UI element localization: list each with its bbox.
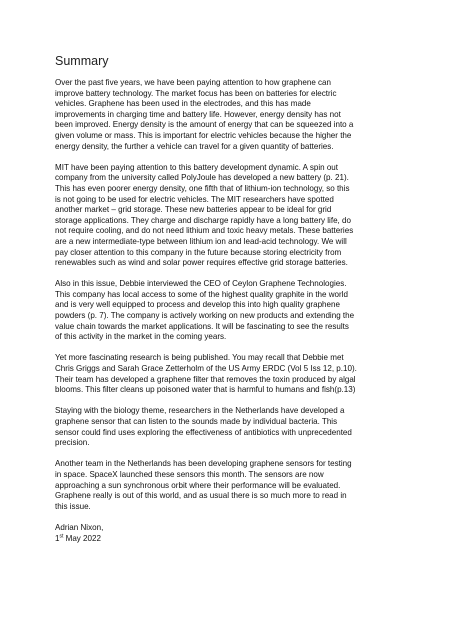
paragraph-line: vehicles. Graphene has been used in the electrodes, and this has made [55, 99, 311, 109]
signature-name: Adrian Nixon, [55, 522, 104, 532]
paragraph-line: MIT have been paying attention to this battery development dynamic. A spin out [55, 162, 339, 172]
date-day: 1 [55, 533, 60, 543]
paragraph-line: in space. SpaceX launched these sensors this month. The sensors are now [55, 469, 324, 479]
paragraph-line: Yet more fascinating research is being published. You may recall that Debbie met [55, 353, 344, 363]
paragraph-line: another market – grid storage. These new batteries appear to be ideal for grid [55, 205, 332, 215]
paragraph-line: Over the past five years, we have been paying attention to how graphene can [55, 78, 332, 87]
paragraph-line: are a new intermediate-type between lithium ion and lead-acid technology. We will [55, 236, 347, 246]
summary-heading: Summary [55, 54, 109, 68]
paragraph-line: renewables such as wind and solar power requires effective grid storage batteries. [55, 258, 348, 268]
paragraph-line: graphene sensor that can listen to the sounds made by individual bacteria. This [55, 417, 338, 426]
paragraph-line: This company has local access to some of the highest quality graphite in the world [55, 289, 348, 299]
paragraph-line: this issue. [55, 501, 91, 511]
paragraph-line: improve battery technology. The market focus has been on batteries for electric [55, 88, 337, 98]
paragraph-line: sensor could find uses exploring the effectiveness of antibiotics with unprecedented [55, 427, 352, 437]
paragraph-line: Their team has developed a graphene filter that removes the toxin produced by algal [55, 374, 356, 384]
paragraph-line: Staying with the biology theme, researchers in the Netherlands have developed a [55, 406, 345, 416]
paragraph-line: This has even poorer energy density, one fifth that of lithium-ion technology, so this [55, 183, 350, 193]
paragraph [55, 279, 405, 343]
paragraph [55, 353, 405, 395]
paragraph-line: blooms. This filter cleans up poisoned water that is harmful to humans and fish(p.13) [55, 385, 356, 395]
paragraph [55, 406, 405, 448]
paragraph [55, 78, 405, 152]
paragraph-line: given volume or mass. This is important for electric vehicles because the higher the [55, 130, 352, 140]
paragraph-line: not require cooling, and do not need lithium and toxic heavy metals. These batteries [55, 226, 354, 236]
paragraph-line: energy density, the further a vehicle can travel for a given quantity of batteries. [55, 141, 334, 151]
paragraph-line: value chain towards the market applications. It will be fascinating to see the results [55, 321, 349, 331]
paragraph-line: Also in this issue, Debbie interviewed the CEO of Ceylon Graphene Technologies. [55, 279, 347, 289]
paragraph [55, 163, 405, 269]
paragraph-line: storage applications. They charge and discharge rapidly have a long battery life, do [55, 215, 351, 225]
paragraph-line: been improved. Energy density is the amount of energy that can be squeezed into a [55, 120, 354, 130]
paragraph-line: Chris Griggs and Sarah Grace Zetterholm of the US Army ERDC (Vol 5 Iss 12, p.10). [55, 364, 357, 374]
paragraph-line: Another team in the Netherlands has been developing graphene sensors for testing [55, 459, 352, 469]
summary-body [55, 78, 405, 544]
paragraph-line: Graphene really is out of this world, and as usual there is so much more to read in [55, 491, 347, 501]
date-suffix: st [59, 532, 64, 539]
paragraph-line: and is very well equipped to process and develop this into high quality graphene [55, 300, 340, 310]
paragraph-line: precision. [55, 438, 90, 448]
paragraph-line: approaching a sun synchronous orbit where their performance will be evaluated. [55, 480, 341, 490]
signature-date [55, 534, 405, 545]
date-rest: May 2022 [63, 533, 101, 543]
paragraph-line: of this activity in the market in the coming years. [55, 332, 227, 342]
paragraph-line: powders (p. 7). The company is actively working on new products and extending the [55, 311, 355, 321]
paragraph-line: company from the university called PolyJoule has developed a new battery (p. 21). [55, 173, 349, 183]
paragraph-line: pay closer attention to this company in the future because storing electricity from [55, 247, 342, 257]
paragraph [55, 459, 405, 512]
paragraph-line: improvements in charging time and battery life. However, energy density has not [55, 109, 341, 119]
paragraph-line: is not going to be used for electric vehicles. The MIT researchers have spotted [55, 194, 334, 204]
